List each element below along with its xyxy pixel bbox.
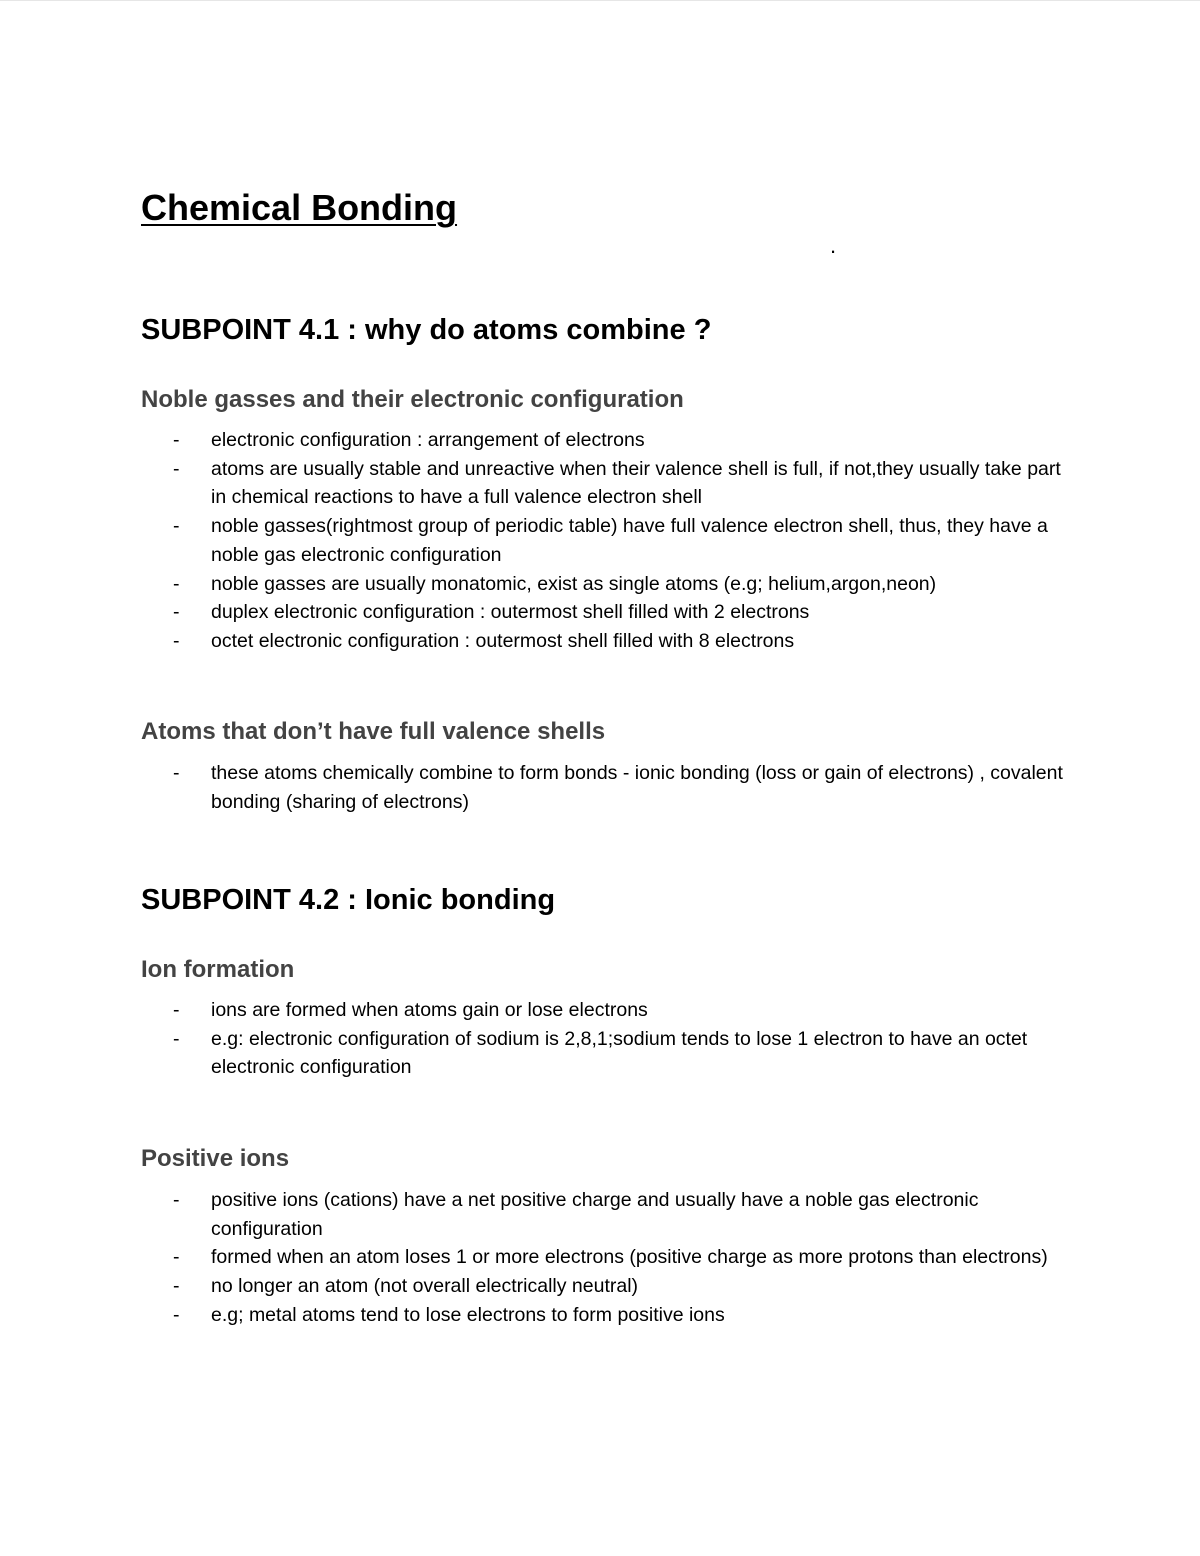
list-item — [173, 455, 1073, 512]
list-item-text: duplex electronic configuration : outermost shell filled with 2 electrons — [211, 601, 810, 624]
list-item-text: octet electronic configuration : outermost shell filled with 8 electrons — [211, 629, 795, 652]
dash-bullet: - — [173, 515, 180, 538]
list-item — [173, 996, 1073, 1025]
subsection-heading-noble-gasses: Noble gasses and their electronic configuration — [141, 386, 684, 413]
list-item-text: noble gasses are usually monatomic, exist as single atoms (e.g; helium,argon,neon) — [211, 572, 937, 595]
list-item-text: noble gasses(rightmost group of periodic table) have full valence electron shell, thus, they have a noble gas electronic configuration — [211, 515, 1048, 566]
list-item — [173, 1186, 1073, 1243]
list-item-text: e.g: electronic configuration of sodium is 2,8,1;sodium tends to lose 1 electron to have an octet electronic configuration — [211, 1027, 1028, 1079]
section-heading-4-2: SUBPOINT 4.2 : Ionic bonding — [141, 884, 556, 916]
list-item-text: electronic configuration : arrangement of electrons — [211, 429, 645, 451]
dash-bullet: - — [173, 762, 180, 784]
dash-bullet: - — [173, 457, 180, 480]
subsection-heading-ion-formation: Ion formation — [141, 956, 295, 983]
bullet-list-noble-gasses — [173, 426, 1073, 656]
bullet-list-positive-ions — [173, 1186, 1073, 1330]
dash-bullet: - — [173, 572, 180, 595]
subsection-heading-atoms-not-full: Atoms that don’t have full valence shells — [141, 718, 606, 745]
list-item — [173, 627, 1073, 656]
dash-bullet: - — [173, 629, 180, 652]
document-title: Chemical Bonding — [141, 187, 458, 228]
dash-bullet: - — [173, 429, 180, 451]
list-item-text: formed when an atom loses 1 or more electrons (positive charge as more protons than electrons) — [211, 1246, 1048, 1269]
stray-mark: . — [830, 233, 837, 258]
dash-bullet: - — [173, 601, 180, 624]
list-item-text: positive ions (cations) have a net positive charge and usually have a noble gas electronic configuration — [211, 1189, 979, 1240]
list-item — [173, 570, 1073, 599]
list-item-text: e.g; metal atoms tend to lose electrons to form positive ions — [211, 1303, 725, 1326]
section-heading-4-1: SUBPOINT 4.1 : why do atoms combine ? — [141, 314, 712, 346]
dash-bullet: - — [173, 1027, 180, 1050]
list-item — [173, 512, 1073, 569]
list-item — [173, 1272, 1073, 1301]
list-item-text: ions are formed when atoms gain or lose electrons — [211, 999, 648, 1021]
bullet-list-ion-formation — [173, 996, 1073, 1082]
subsection-heading-positive-ions: Positive ions — [141, 1145, 290, 1172]
dash-bullet: - — [173, 999, 180, 1021]
bullet-list-atoms-not-full — [173, 759, 1073, 816]
dash-bullet: - — [173, 1246, 180, 1269]
list-item — [173, 1243, 1073, 1272]
list-item-text: these atoms chemically combine to form bonds - ionic bonding (loss or gain of electrons) , covalent bonding (sharing of electrons) — [211, 762, 1063, 813]
list-item — [173, 426, 1073, 455]
list-item — [173, 1301, 1073, 1330]
dash-bullet: - — [173, 1303, 180, 1326]
list-item — [173, 1025, 1073, 1082]
dash-bullet: - — [173, 1189, 180, 1211]
list-item — [173, 759, 1073, 816]
list-item — [173, 598, 1073, 627]
list-item-text: atoms are usually stable and unreactive when their valence shell is full, if not,they usually take part in chemical reactions to have a full valence electron shell — [211, 457, 1061, 509]
dash-bullet: - — [173, 1275, 180, 1298]
list-item-text: no longer an atom (not overall electrically neutral) — [211, 1275, 639, 1298]
